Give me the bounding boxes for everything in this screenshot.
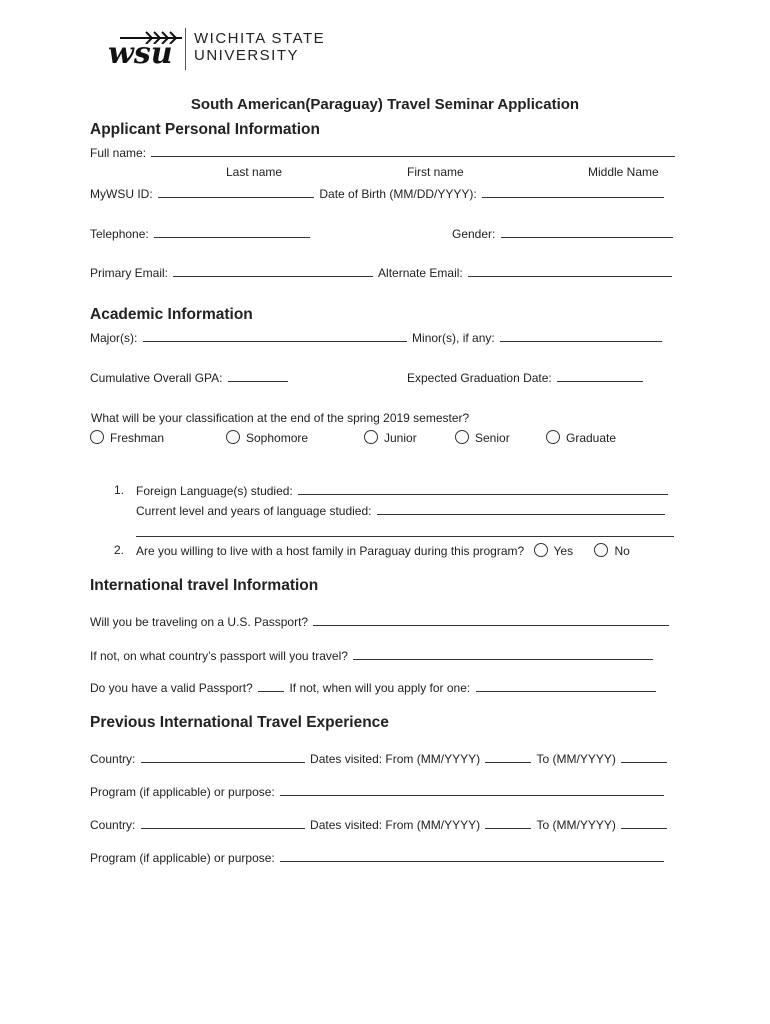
q2-row <box>136 543 630 558</box>
classification-option-freshman[interactable] <box>90 430 164 445</box>
q2-label: Are you willing to live with a host family in Paraguay during this program? <box>136 544 525 558</box>
apply-passport-field[interactable] <box>476 680 656 692</box>
majors-field[interactable] <box>143 330 407 342</box>
radio-icon-yes[interactable] <box>534 543 548 557</box>
us-passport-question: Will you be traveling on a U.S. Passport? <box>90 615 309 629</box>
last-name-caption: Last name <box>226 165 283 179</box>
program-field[interactable] <box>280 850 664 862</box>
logo-university-line1: WICHITA STATE <box>194 30 326 47</box>
first-name-caption: First name <box>407 165 464 179</box>
dates-from-field[interactable] <box>485 751 531 763</box>
logo-university-line2: UNIVERSITY <box>194 47 300 64</box>
country-field[interactable] <box>141 751 305 763</box>
primary-email-field[interactable] <box>173 265 373 277</box>
classification-option-sophomore[interactable] <box>226 430 308 445</box>
alternate-email-field[interactable] <box>468 265 672 277</box>
apply-passport-question: If not, when will you apply for one: <box>289 681 471 695</box>
country-passport-question: If not, on what country’s passport will you travel? <box>90 649 348 663</box>
country-field[interactable] <box>141 817 305 829</box>
logo-divider <box>185 28 186 70</box>
classification-option-junior[interactable] <box>364 430 417 445</box>
dob-label: Date of Birth (MM/DD/YYYY): <box>319 187 477 201</box>
country-label: Country: <box>90 818 136 832</box>
classification-question: What will be your classification at the end of the spring 2019 semester? <box>91 411 470 425</box>
classification-option-graduate[interactable] <box>546 430 616 445</box>
majors-label: Major(s): <box>90 331 138 345</box>
passport-row <box>90 614 671 629</box>
section-heading-personal: Applicant Personal Information <box>90 121 320 138</box>
option-label: Senior <box>475 431 510 445</box>
telephone-label: Telephone: <box>90 227 149 241</box>
gender-label: Gender: <box>452 227 496 241</box>
section-heading-academic: Academic Information <box>90 306 253 323</box>
q2-no-label: No <box>614 544 630 558</box>
id-dob-row <box>90 186 666 201</box>
radio-icon[interactable] <box>455 430 469 444</box>
previous-program-row-1 <box>90 784 666 799</box>
radio-icon[interactable] <box>364 430 378 444</box>
minors-label: Minor(s), if any: <box>412 331 495 345</box>
program-field[interactable] <box>280 784 664 796</box>
option-label: Junior <box>384 431 417 445</box>
radio-icon[interactable] <box>546 430 560 444</box>
gpa-row <box>90 370 290 385</box>
q2-yes-label: Yes <box>553 544 574 558</box>
dates-from-label: Dates visited: From (MM/YYYY) <box>310 752 481 766</box>
q2-number: 2. <box>114 543 125 557</box>
gpa-field[interactable] <box>228 370 288 382</box>
dates-to-field[interactable] <box>621 817 667 829</box>
valid-passport-field[interactable] <box>258 680 284 692</box>
language-level-field[interactable] <box>377 503 665 515</box>
email-row <box>90 265 674 280</box>
radio-icon[interactable] <box>226 430 240 444</box>
radio-icon[interactable] <box>90 430 104 444</box>
country-label: Country: <box>90 752 136 766</box>
gender-field[interactable] <box>501 226 673 238</box>
previous-program-row-2 <box>90 850 666 865</box>
grad-date-field[interactable] <box>557 370 643 382</box>
q1-number: 1. <box>114 483 125 497</box>
q1-sub-label: Current level and years of language studied: <box>136 504 372 518</box>
dob-field[interactable] <box>482 186 664 198</box>
q1-row <box>136 483 670 498</box>
option-label: Sophomore <box>246 431 309 445</box>
full-name-row <box>90 145 677 160</box>
telephone-field[interactable] <box>154 226 310 238</box>
section-heading-previous: Previous International Travel Experience <box>90 714 389 731</box>
country-passport-field[interactable] <box>353 648 653 660</box>
foreign-language-field[interactable] <box>298 483 668 495</box>
gpa-label: Cumulative Overall GPA: <box>90 371 223 385</box>
primary-email-label: Primary Email: <box>90 266 169 280</box>
valid-passport-question: Do you have a valid Passport? <box>90 681 253 695</box>
dates-from-label: Dates visited: From (MM/YYYY) <box>310 818 481 832</box>
mywsu-id-label: MyWSU ID: <box>90 187 153 201</box>
middle-name-caption: Middle Name <box>588 165 659 179</box>
logo-wsu-mark: wsu <box>108 36 173 71</box>
form-title: South American(Paraguay) Travel Seminar Application <box>190 96 580 113</box>
q1-label: Foreign Language(s) studied: <box>136 484 293 498</box>
section-heading-international: International travel Information <box>90 577 319 594</box>
valid-passport-row <box>90 680 658 695</box>
minors-field[interactable] <box>500 330 662 342</box>
alternate-email-label: Alternate Email: <box>378 266 463 280</box>
gender-row <box>452 226 675 241</box>
grad-date-row <box>407 370 645 385</box>
dates-to-label: To (MM/YYYY) <box>536 752 616 766</box>
q1-sub-row <box>136 503 667 518</box>
mywsu-id-field[interactable] <box>158 186 314 198</box>
option-label: Freshman <box>110 431 165 445</box>
language-level-extra-line[interactable] <box>136 536 674 537</box>
program-label: Program (if applicable) or purpose: <box>90 785 275 799</box>
dates-from-field[interactable] <box>485 817 531 829</box>
program-label: Program (if applicable) or purpose: <box>90 851 275 865</box>
radio-icon-no[interactable] <box>594 543 608 557</box>
dates-to-label: To (MM/YYYY) <box>536 818 616 832</box>
country-passport-row <box>90 648 655 663</box>
telephone-row <box>90 226 312 241</box>
full-name-field[interactable] <box>151 145 675 157</box>
previous-country-row-2 <box>90 817 669 832</box>
wsu-logo <box>108 28 326 74</box>
dates-to-field[interactable] <box>621 751 667 763</box>
majors-row <box>90 330 664 345</box>
full-name-label: Full name: <box>90 146 147 160</box>
classification-option-senior[interactable] <box>455 430 510 445</box>
option-label: Graduate <box>566 431 617 445</box>
previous-country-row-1 <box>90 751 669 766</box>
us-passport-field[interactable] <box>313 614 669 626</box>
grad-date-label: Expected Graduation Date: <box>407 371 552 385</box>
